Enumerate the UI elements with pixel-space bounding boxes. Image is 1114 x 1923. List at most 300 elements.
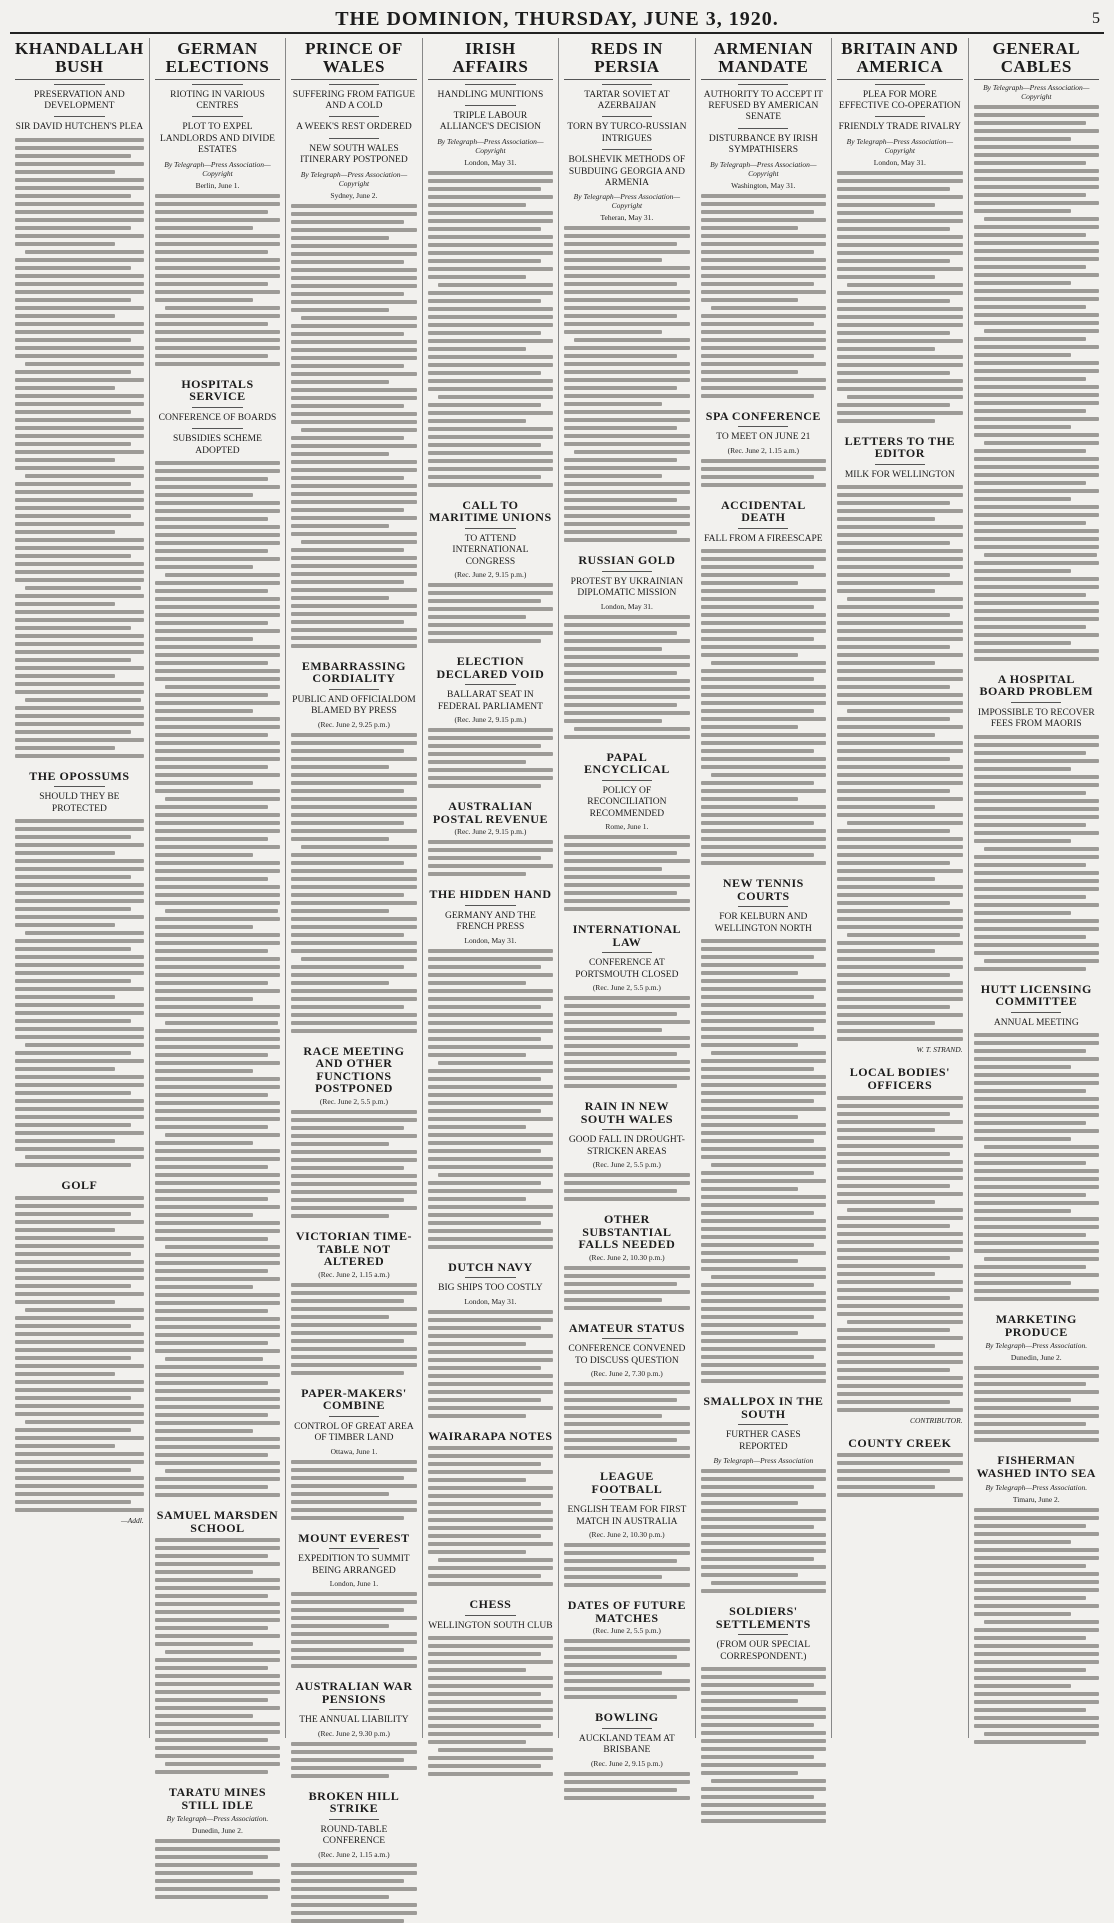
text-line <box>974 1137 1072 1141</box>
text-line <box>291 1468 416 1472</box>
text-line <box>428 965 541 969</box>
article-subheading: GERMANY AND THE FRENCH PRESS <box>445 910 536 933</box>
text-line <box>701 797 799 801</box>
text-line <box>984 217 1099 221</box>
text-line <box>574 450 689 454</box>
text-line <box>428 435 553 439</box>
text-line <box>15 1131 144 1135</box>
text-line <box>291 212 416 216</box>
text-line <box>291 308 389 312</box>
text-line <box>837 339 962 343</box>
article-headline: GENERAL CABLES <box>974 40 1099 80</box>
text-line <box>15 554 131 558</box>
text-line <box>974 1636 1087 1640</box>
text-line <box>974 1540 1072 1544</box>
article-subheading: PRESERVATION AND DEVELOPMENT <box>34 89 125 112</box>
text-line <box>428 1213 553 1217</box>
text-line <box>428 768 553 772</box>
text-line <box>15 754 144 758</box>
text-line <box>564 1796 689 1800</box>
text-line <box>564 1060 689 1064</box>
text-line <box>837 1264 962 1268</box>
text-line <box>701 210 814 214</box>
article-subheading: FRIENDLY TRADE RIVALRY <box>838 122 961 133</box>
text-line <box>15 746 115 750</box>
text-line <box>701 1171 814 1175</box>
text-line <box>564 242 677 246</box>
text-line <box>701 1731 826 1735</box>
text-line <box>15 442 131 446</box>
article-dateline: (Rec. June 2, 5.5 p.m.) <box>592 1160 661 1170</box>
text-line <box>15 891 144 895</box>
text-line <box>837 315 962 319</box>
text-line <box>711 1779 826 1783</box>
text-line <box>15 434 144 438</box>
text-line <box>291 636 416 640</box>
text-line <box>701 338 826 342</box>
text-line <box>428 1644 553 1648</box>
text-line <box>155 1453 268 1457</box>
article <box>291 1045 416 1218</box>
text-line <box>974 759 1099 763</box>
text-line <box>701 1517 826 1521</box>
article-body <box>701 194 826 398</box>
column <box>150 38 286 1836</box>
text-line <box>155 581 280 585</box>
article <box>974 1454 1099 1743</box>
article-subheading: AUTHORITY TO ACCEPT IT REFUSED BY AMERICAN SENATE <box>703 89 823 123</box>
article-headline: COUNTY CREEK <box>848 1435 952 1450</box>
text-line <box>428 1518 553 1522</box>
text-line <box>974 153 1099 157</box>
text-line <box>701 939 826 943</box>
text-line <box>974 489 1099 493</box>
article <box>974 40 1099 661</box>
headline-rule <box>738 128 788 129</box>
text-line <box>701 1155 826 1159</box>
text-line <box>291 620 404 624</box>
text-line <box>974 569 1072 573</box>
text-line <box>564 1663 689 1667</box>
article <box>564 554 689 738</box>
article-headline: IRISH AFFAIRS <box>428 40 553 80</box>
article-dateline: Sydney, June 2. <box>330 190 378 200</box>
text-line <box>974 1105 1099 1109</box>
text-line <box>701 1667 826 1671</box>
text-line <box>701 621 826 625</box>
text-line <box>837 1168 962 1172</box>
text-line <box>155 1754 280 1758</box>
text-line <box>974 1382 1087 1386</box>
article-subheading: TARTAR SOVIET AT AZERBAIJAN <box>584 89 670 112</box>
text-line <box>974 1225 1099 1229</box>
headline-rule <box>465 905 515 906</box>
text-line <box>974 625 1087 629</box>
text-line <box>564 859 689 863</box>
text-line <box>974 361 1099 365</box>
text-line <box>155 637 253 641</box>
text-line <box>428 864 553 868</box>
headline-rule <box>54 786 105 787</box>
text-line <box>564 322 689 326</box>
text-line <box>701 1707 826 1711</box>
text-line <box>155 901 280 905</box>
text-line <box>701 955 814 959</box>
text-line <box>564 1406 689 1410</box>
text-line <box>15 290 144 294</box>
text-line <box>15 530 115 534</box>
text-line <box>291 340 416 344</box>
text-line <box>155 1269 268 1273</box>
article-body <box>15 1196 144 1512</box>
text-line <box>155 1770 268 1774</box>
text-line <box>155 1085 280 1089</box>
text-line <box>155 821 280 825</box>
article-subheading: HANDLING MUNITIONS <box>437 89 544 100</box>
text-line <box>15 1500 131 1504</box>
headline-rule <box>602 1129 652 1130</box>
column <box>832 38 968 1738</box>
text-line <box>291 516 416 520</box>
article-body <box>974 735 1099 971</box>
text-line <box>974 1041 1099 1045</box>
text-line <box>564 426 677 430</box>
text-line <box>15 987 144 991</box>
text-line <box>837 1224 950 1228</box>
text-line <box>428 363 553 367</box>
text-line <box>564 1181 689 1185</box>
text-line <box>974 839 1072 843</box>
text-line <box>291 1013 416 1017</box>
text-line <box>155 829 280 833</box>
text-line <box>701 669 826 673</box>
text-line <box>974 1612 1072 1616</box>
article-body <box>291 204 416 648</box>
article-headline: WAIRARAPA NOTES <box>428 1428 553 1443</box>
text-line <box>155 1421 280 1425</box>
text-line <box>837 419 935 423</box>
text-line <box>15 971 144 975</box>
text-line <box>974 1516 1099 1520</box>
text-line <box>974 425 1072 429</box>
text-line <box>155 597 280 601</box>
text-line <box>974 1201 1099 1205</box>
text-line <box>974 129 1099 133</box>
text-line <box>291 1339 404 1343</box>
text-line <box>428 451 553 455</box>
text-line <box>291 1190 416 1194</box>
text-line <box>701 194 826 198</box>
text-line <box>428 1534 541 1538</box>
headline-rule <box>465 1277 515 1278</box>
text-line <box>155 837 268 841</box>
text-line <box>15 1268 144 1272</box>
text-line <box>974 1548 1099 1552</box>
text-line <box>155 1461 280 1465</box>
article <box>837 1437 962 1498</box>
article-headline: REDS IN PERSIA <box>564 40 689 80</box>
text-line <box>574 338 689 342</box>
text-line <box>564 615 689 619</box>
text-line <box>291 548 404 552</box>
text-line <box>428 1101 553 1105</box>
text-line <box>837 243 962 247</box>
text-line <box>974 601 1099 605</box>
article-body <box>428 1636 553 1776</box>
article-byline: By Telegraph—Press Association—Copyright <box>710 159 817 178</box>
text-line <box>701 226 799 230</box>
text-line <box>15 690 144 694</box>
text-line <box>15 706 144 710</box>
text-line <box>15 835 131 839</box>
text-line <box>974 321 1099 325</box>
text-line <box>165 1650 280 1654</box>
article-headline: LOCAL BODIES' OFFICERS <box>849 1065 950 1093</box>
text-line <box>974 1297 1099 1301</box>
text-line <box>564 1189 677 1193</box>
article-headline: AUSTRALIAN POSTAL REVENUE <box>432 799 548 826</box>
text-line <box>837 211 962 215</box>
article-body <box>291 1742 416 1778</box>
text-line <box>974 1249 1099 1253</box>
text-line <box>15 338 131 342</box>
text-line <box>837 717 950 721</box>
text-line <box>15 1099 144 1103</box>
article-headline: SMALLPOX IN THE SOUTH <box>703 1394 824 1421</box>
text-line <box>155 981 268 985</box>
text-line <box>155 661 268 665</box>
text-line <box>428 1350 553 1354</box>
text-line <box>15 939 144 943</box>
text-line <box>564 1772 689 1776</box>
text-line <box>15 1083 144 1087</box>
text-line <box>428 299 541 303</box>
text-line <box>15 1372 115 1376</box>
text-line <box>155 354 268 358</box>
article <box>701 410 826 487</box>
text-line <box>155 1149 280 1153</box>
text-line <box>155 589 268 593</box>
article-body <box>564 835 689 911</box>
text-line <box>701 1795 814 1799</box>
text-line <box>974 1430 1099 1434</box>
headline-rule <box>329 1416 379 1417</box>
text-line <box>291 348 416 352</box>
text-line <box>428 1245 553 1249</box>
text-line <box>974 233 1087 237</box>
text-line <box>701 290 826 294</box>
text-line <box>837 893 962 897</box>
headline-rule <box>192 116 242 117</box>
text-line <box>15 522 144 526</box>
text-line <box>428 1732 553 1736</box>
text-line <box>428 1141 553 1145</box>
text-line <box>701 1739 826 1743</box>
article-body <box>428 171 553 487</box>
text-line <box>428 607 553 611</box>
text-line <box>701 1331 799 1335</box>
text-line <box>701 1485 814 1489</box>
article <box>291 660 416 1033</box>
text-line <box>428 1045 553 1049</box>
text-line <box>155 509 280 513</box>
text-line <box>15 658 131 662</box>
text-line <box>701 1379 826 1383</box>
text-line <box>701 845 826 849</box>
text-line <box>428 856 541 860</box>
text-line <box>15 146 144 150</box>
text-line <box>428 591 553 595</box>
text-line <box>428 331 541 335</box>
text-line <box>155 1389 280 1393</box>
text-line <box>564 1028 662 1032</box>
text-line <box>837 989 962 993</box>
text-line <box>847 283 962 287</box>
text-line <box>701 1075 826 1079</box>
text-line <box>564 1290 689 1294</box>
text-line <box>564 695 689 699</box>
text-line <box>701 693 826 697</box>
text-line <box>701 459 826 463</box>
text-line <box>291 733 416 737</box>
text-line <box>155 933 280 937</box>
text-line <box>438 395 553 399</box>
text-line <box>564 1390 689 1394</box>
text-line <box>428 840 553 844</box>
text-line <box>428 1668 526 1672</box>
text-line <box>837 949 935 953</box>
article-dateline: (Rec. June 2, 1.15 a.m.) <box>727 445 800 455</box>
text-line <box>155 693 268 697</box>
text-line <box>837 845 962 849</box>
text-line <box>974 1081 1099 1085</box>
article <box>291 1680 416 1778</box>
text-line <box>428 639 541 643</box>
text-line <box>711 1275 826 1279</box>
text-line <box>15 1059 144 1063</box>
text-line <box>974 1265 1087 1269</box>
text-line <box>564 410 689 414</box>
text-line <box>428 1013 553 1017</box>
text-line <box>155 1722 280 1726</box>
text-line <box>701 995 814 999</box>
text-line <box>837 355 962 359</box>
text-line <box>428 1542 553 1546</box>
text-line <box>564 1020 689 1024</box>
text-line <box>15 1123 131 1127</box>
text-line <box>974 377 1087 381</box>
text-line <box>15 466 144 470</box>
text-line <box>155 1293 280 1297</box>
text-line <box>155 525 280 529</box>
masthead-title: THE DOMINION, THURSDAY, JUNE 3, 1920. <box>335 8 779 30</box>
text-line <box>15 234 144 238</box>
text-line <box>155 1839 280 1843</box>
text-line <box>428 1197 526 1201</box>
text-line <box>428 848 553 852</box>
text-line <box>564 1454 689 1458</box>
text-line <box>701 1691 826 1695</box>
text-line <box>564 1004 689 1008</box>
article-subheading: CONFERENCE CONVENED TO DISCUSS QUESTION <box>568 1344 686 1366</box>
text-line <box>564 1780 689 1784</box>
text-line <box>701 1557 814 1561</box>
text-line <box>701 1299 826 1303</box>
text-line <box>15 1035 144 1039</box>
text-line <box>291 300 416 304</box>
text-line <box>837 1461 962 1465</box>
headline-rule <box>192 428 242 429</box>
text-line <box>564 735 689 739</box>
text-line <box>15 1212 131 1216</box>
text-line <box>15 1115 144 1119</box>
text-line <box>15 738 144 742</box>
article-body <box>837 171 962 423</box>
text-line <box>974 1233 1087 1237</box>
text-line <box>701 1723 814 1727</box>
text-line <box>428 1037 541 1041</box>
text-line <box>155 1237 268 1241</box>
text-line <box>15 626 131 630</box>
text-line <box>837 565 962 569</box>
text-line <box>291 877 416 881</box>
text-line <box>564 679 689 683</box>
text-line <box>837 685 950 689</box>
text-line <box>291 1766 416 1770</box>
text-line <box>701 557 826 561</box>
headline-rule <box>1011 1012 1061 1013</box>
text-line <box>564 370 689 374</box>
article-dateline: (Rec. June 2, 5.5 p.m.) <box>319 1096 388 1106</box>
text-line <box>155 1887 280 1891</box>
text-line <box>155 653 280 657</box>
text-line <box>15 1075 144 1079</box>
text-line <box>837 1184 950 1188</box>
article-subheading: CONFERENCE OF BOARDS <box>158 412 277 423</box>
text-line <box>25 474 143 478</box>
text-line <box>155 1562 280 1566</box>
article-headline: EMBARRASSING CORDIALITY <box>301 658 406 686</box>
text-line <box>974 1724 1099 1728</box>
text-line <box>974 241 1099 245</box>
text-line <box>15 386 115 390</box>
text-line <box>837 1104 962 1108</box>
text-line <box>428 1414 526 1418</box>
text-line <box>701 274 826 278</box>
text-line <box>837 1152 950 1156</box>
text-line <box>155 717 280 721</box>
text-line <box>837 501 950 505</box>
article <box>428 1430 553 1587</box>
text-line <box>428 243 553 247</box>
text-line <box>15 258 144 262</box>
text-line <box>155 701 280 705</box>
article-dateline: Teheran, May 31. <box>600 213 654 223</box>
text-line <box>701 1339 826 1343</box>
text-line <box>428 760 526 764</box>
text-line <box>155 1029 280 1033</box>
text-line <box>701 605 814 609</box>
text-line <box>701 565 814 569</box>
article-dateline: London, May 31. <box>873 157 926 167</box>
text-line <box>155 1181 280 1185</box>
text-line <box>291 380 389 384</box>
headline-rule <box>329 1709 379 1710</box>
text-line <box>155 789 280 793</box>
text-line <box>15 450 144 454</box>
text-line <box>701 354 814 358</box>
article-body <box>564 1382 689 1458</box>
